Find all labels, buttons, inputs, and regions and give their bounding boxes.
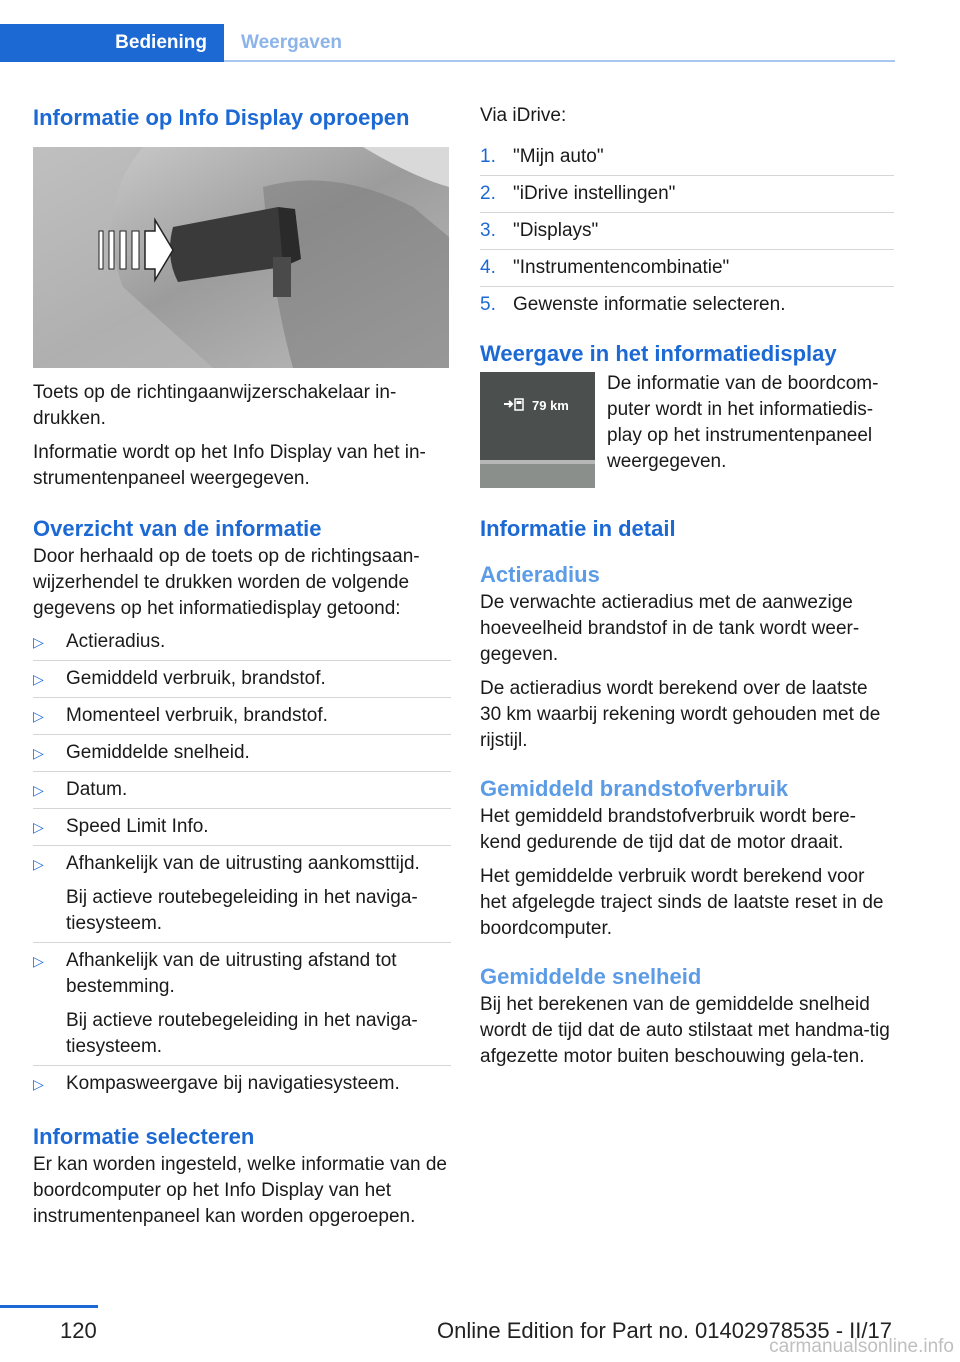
heading-detail: Informatie in detail <box>480 516 676 541</box>
turn-signal-switch-image <box>33 147 449 368</box>
triangle-bullet-icon: ▷ <box>33 856 44 872</box>
heading-range: Actieradius <box>480 562 600 587</box>
triangle-bullet-icon: ▷ <box>33 1076 44 1092</box>
tab-divider <box>224 60 895 62</box>
triangle-bullet-icon: ▷ <box>33 745 44 761</box>
list-item <box>33 698 451 735</box>
list-item <box>33 1066 451 1102</box>
step-text: "Mijn auto" <box>513 146 604 167</box>
page-number: 120 <box>60 1318 97 1343</box>
paragraph-range-2: De actieradius wordt berekend over de laatste 30 km waarbij rekening wordt gehouden met de rijstijl. <box>480 678 881 751</box>
tab-bar <box>0 24 895 62</box>
paragraph-consumption-2: Het gemiddelde verbruik wordt berekend voor het afgelegde traject sinds de laatste reset in de boordcomputer. <box>480 866 884 939</box>
list-item-subtext: Bij actieve routebegeleiding in het naviga-tiesysteem. <box>66 1010 418 1057</box>
right-column <box>480 100 894 1070</box>
step-item <box>480 176 894 213</box>
tab-bediening[interactable]: Bediening <box>0 24 224 62</box>
paragraph-select-info: Er kan worden ingesteld, welke informatie van de boordcomputer op het Info Display van het instrumentenpaneel kan worden opgeroepen. <box>33 1154 448 1227</box>
list-item-text: Afhankelijk van de uitrusting aankomsttijd. <box>66 853 420 874</box>
paragraph-speed: Bij het berekenen van de gemiddelde snelheid wordt de tijd dat de auto stilstaat met handma-tig afgezette motor buiten beschouwing gela-ten. <box>480 994 890 1067</box>
paragraph-display: De informatie van de boordcom-puter wordt in het informatiedis-play op het instrumentenpaneel weergegeven. <box>607 373 879 472</box>
heading-display: Weergave in het informatiedisplay <box>480 341 837 366</box>
list-item-text: Momenteel verbruik, brandstof. <box>66 705 328 726</box>
step-item <box>480 250 894 287</box>
list-item <box>33 735 451 772</box>
idrive-steps <box>480 139 894 323</box>
list-item-text: Kompasweergave bij navigatiesysteem. <box>66 1073 400 1094</box>
list-item <box>33 846 451 943</box>
triangle-bullet-icon: ▷ <box>33 819 44 835</box>
list-item <box>33 943 451 1066</box>
watermark: carmanualsonline.info <box>769 1336 954 1357</box>
step-number: 2. <box>480 183 496 204</box>
triangle-bullet-icon: ▷ <box>33 953 44 969</box>
step-number: 3. <box>480 220 496 241</box>
paragraph-consumption-1: Het gemiddeld brandstofverbruik wordt bere-kend gedurende de tijd dat de motor draait. <box>480 806 856 853</box>
heading-overview: Overzicht van de informatie <box>33 516 322 541</box>
tab-weergaven[interactable]: Weergaven <box>241 32 343 53</box>
list-item-text: Afhankelijk van de uitrusting afstand tot bestemming. <box>66 950 397 997</box>
list-item-text: Speed Limit Info. <box>66 816 209 837</box>
triangle-bullet-icon: ▷ <box>33 671 44 687</box>
list-item <box>33 624 451 661</box>
step-text: "iDrive instellingen" <box>513 183 676 204</box>
paragraph-overview: Door herhaald op de toets op de richtingsaan-wijzerhendel te drukken worden de volgende gegevens op het informatiedisplay getoond: <box>33 546 420 619</box>
list-item <box>33 661 451 698</box>
list-item <box>33 772 451 809</box>
turn-signal-switch-illustration <box>33 147 449 368</box>
list-item-subtext: Bij actieve routebegeleiding in het naviga-tiesysteem. <box>66 887 418 934</box>
list-item <box>33 809 451 846</box>
paragraph-press-switch: Toets op de richtingaanwijzerschakelaar in-drukken. <box>33 382 397 429</box>
step-text: "Displays" <box>513 220 599 241</box>
step-number: 1. <box>480 146 496 167</box>
list-item-text: Actieradius. <box>66 631 166 652</box>
heading-select-info: Informatie selecteren <box>33 1124 255 1149</box>
list-item-text: Datum. <box>66 779 128 800</box>
edition-text: Online Edition for Part no. 01402978535 - II/17 <box>437 1318 892 1343</box>
heading-call-info: Informatie op Info Display oproepen <box>33 105 410 130</box>
left-column <box>33 100 451 1230</box>
info-display-image <box>480 372 595 488</box>
info-list <box>33 624 451 1102</box>
paragraph-info-shown: Informatie wordt op het Info Display van het in-strumentenpaneel weergegeven. <box>33 442 426 489</box>
list-item-text: Gemiddeld verbruik, brandstof. <box>66 668 326 689</box>
step-text: "Instrumentencombinatie" <box>513 257 730 278</box>
display-section <box>480 372 894 488</box>
display-range-value: 79 km <box>532 398 569 413</box>
step-item <box>480 213 894 250</box>
triangle-bullet-icon: ▷ <box>33 634 44 650</box>
heading-consumption: Gemiddeld brandstofverbruik <box>480 776 789 801</box>
step-number: 4. <box>480 257 496 278</box>
info-display-illustration <box>480 372 595 488</box>
step-item <box>480 287 894 323</box>
step-number: 5. <box>480 294 496 315</box>
footer-accent-line <box>0 1305 98 1308</box>
list-item-text: Gemiddelde snelheid. <box>66 742 250 763</box>
heading-speed: Gemiddelde snelheid <box>480 964 702 989</box>
step-item <box>480 139 894 176</box>
triangle-bullet-icon: ▷ <box>33 708 44 724</box>
step-text: Gewenste informatie selecteren. <box>513 294 786 315</box>
triangle-bullet-icon: ▷ <box>33 782 44 798</box>
paragraph-range-1: De verwachte actieradius met de aanwezige hoeveelheid brandstof in de tank wordt weer-gegeven. <box>480 592 860 665</box>
via-idrive-label: Via iDrive: <box>480 105 567 126</box>
